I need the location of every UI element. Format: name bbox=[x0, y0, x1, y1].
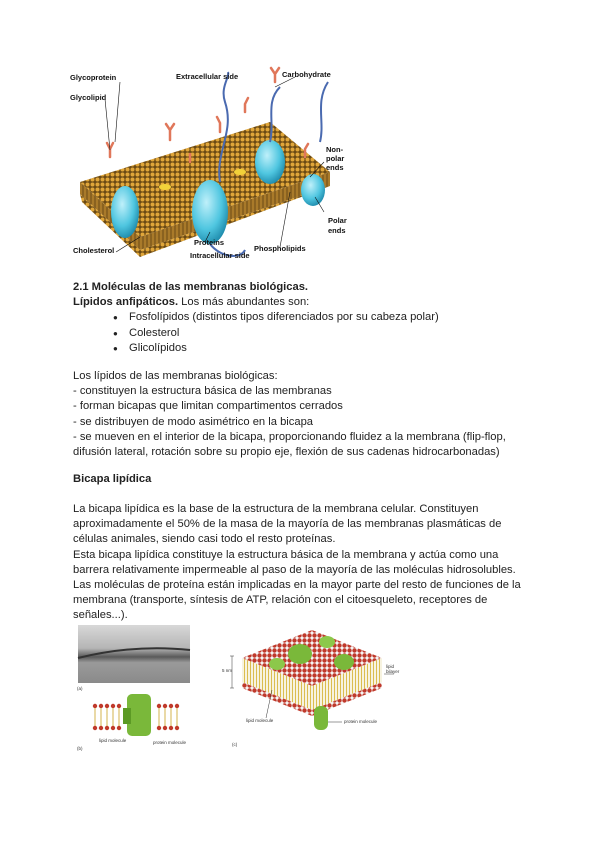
bilayer-3d-figure bbox=[222, 618, 408, 752]
paragraph: Esta bicapa lipídica constituye la estructura básica de la membrana y actúa como una barrera relativamente impermeable al paso de la mayoría de las moléculas hidrosolubles. bbox=[73, 548, 516, 576]
property-line: - constituyen la estructura básica de las membranas bbox=[73, 385, 332, 398]
micrograph-illustration bbox=[75, 622, 195, 752]
list-item: ● Glicolípidos bbox=[113, 341, 533, 356]
label-cholesterol: Cholesterol bbox=[73, 246, 115, 255]
bilayer-heading: Bicapa lipídica bbox=[73, 473, 152, 485]
property-line: - se mueven en el interior de la bicapa, proporcionando fluidez a la membrana (flip-flop, difusión lateral, rotación sobre su propio eje, flexión de sus cadenas hidrocarbonadas) bbox=[73, 430, 506, 459]
list-item: ● Colesterol bbox=[113, 326, 533, 341]
property-line: - se distribuyen de modo asimétrico en la bicapa bbox=[73, 415, 314, 428]
lipids-intro bbox=[73, 295, 533, 310]
section-heading: 2.1 Moléculas de las membranas biológicas. bbox=[73, 281, 309, 293]
label-nonpolar-3: ends bbox=[326, 163, 344, 172]
lipids-rest: Los más abundantes son: bbox=[178, 296, 310, 309]
label-intracellular-side: Intracellular side bbox=[190, 251, 250, 260]
lipid-bilayer-label-2: bilayer bbox=[386, 669, 400, 674]
label-nonpolar-2: polar bbox=[326, 154, 345, 163]
scale-label: 5 nm bbox=[222, 668, 233, 673]
panel-c-label: (c) bbox=[232, 742, 238, 747]
membrane-illustration bbox=[70, 62, 370, 262]
paragraph: La bicapa lipídica es la base de la estructura de la membrana celular. Constituyen aproximadamente el 50% de la masa de la mayoría de las membranas plasmáticas de células animales, siendo casi todo el resto proteínas. bbox=[73, 503, 502, 546]
membrane-diagram bbox=[70, 62, 370, 262]
lipid-molecule-label: lipid molecule bbox=[246, 718, 274, 723]
protein-molecule-label: protein molecule bbox=[344, 719, 378, 724]
paragraph: Las moléculas de proteína están implicadas en la mayor parte del resto de funciones de la membrana (transporte, síntesis de ATP, relación con el citoesqueleto, receptores de señales...). bbox=[73, 579, 521, 622]
properties-intro: Los lípidos de las membranas biológicas: bbox=[73, 370, 278, 382]
lipid-bilayer-label-1: lipid bbox=[386, 664, 395, 669]
property-line: - forman bicapas que limitan compartimentos cerrados bbox=[73, 400, 343, 413]
label-extracellular-side: Extracellular side bbox=[176, 72, 239, 81]
section-molecules bbox=[73, 280, 533, 356]
label-polar-1: Polar bbox=[328, 216, 347, 225]
lipid-molecule-label: lipid molecule bbox=[99, 738, 127, 743]
label-nonpolar-1: Non- bbox=[326, 145, 344, 154]
panel-a-label: (a) bbox=[77, 686, 83, 691]
label-carbohydrate: Carbohydrate bbox=[282, 70, 331, 79]
label-glycolipid: Glycolipid bbox=[70, 93, 107, 102]
lipids-bold: Lípidos anfipáticos. bbox=[73, 296, 179, 309]
panel-b-label: (b) bbox=[77, 746, 83, 751]
label-phospholipids: Phospholipids bbox=[254, 244, 306, 253]
bilayer-3d-illustration bbox=[222, 618, 408, 752]
label-glycoprotein: Glycoprotein bbox=[70, 73, 117, 82]
section-bilayer bbox=[73, 472, 533, 487]
lipid-properties bbox=[73, 369, 533, 460]
micrograph-figure bbox=[75, 622, 195, 752]
lipid-list bbox=[73, 310, 533, 356]
label-polar-2: ends bbox=[328, 226, 346, 235]
list-item: ● Fosfolípidos (distintos tipos diferenciados por su cabeza polar) bbox=[113, 310, 533, 325]
label-proteins: Proteins bbox=[194, 238, 225, 247]
protein-molecule-label: protein molecule bbox=[153, 740, 187, 745]
bilayer-body bbox=[73, 502, 533, 624]
